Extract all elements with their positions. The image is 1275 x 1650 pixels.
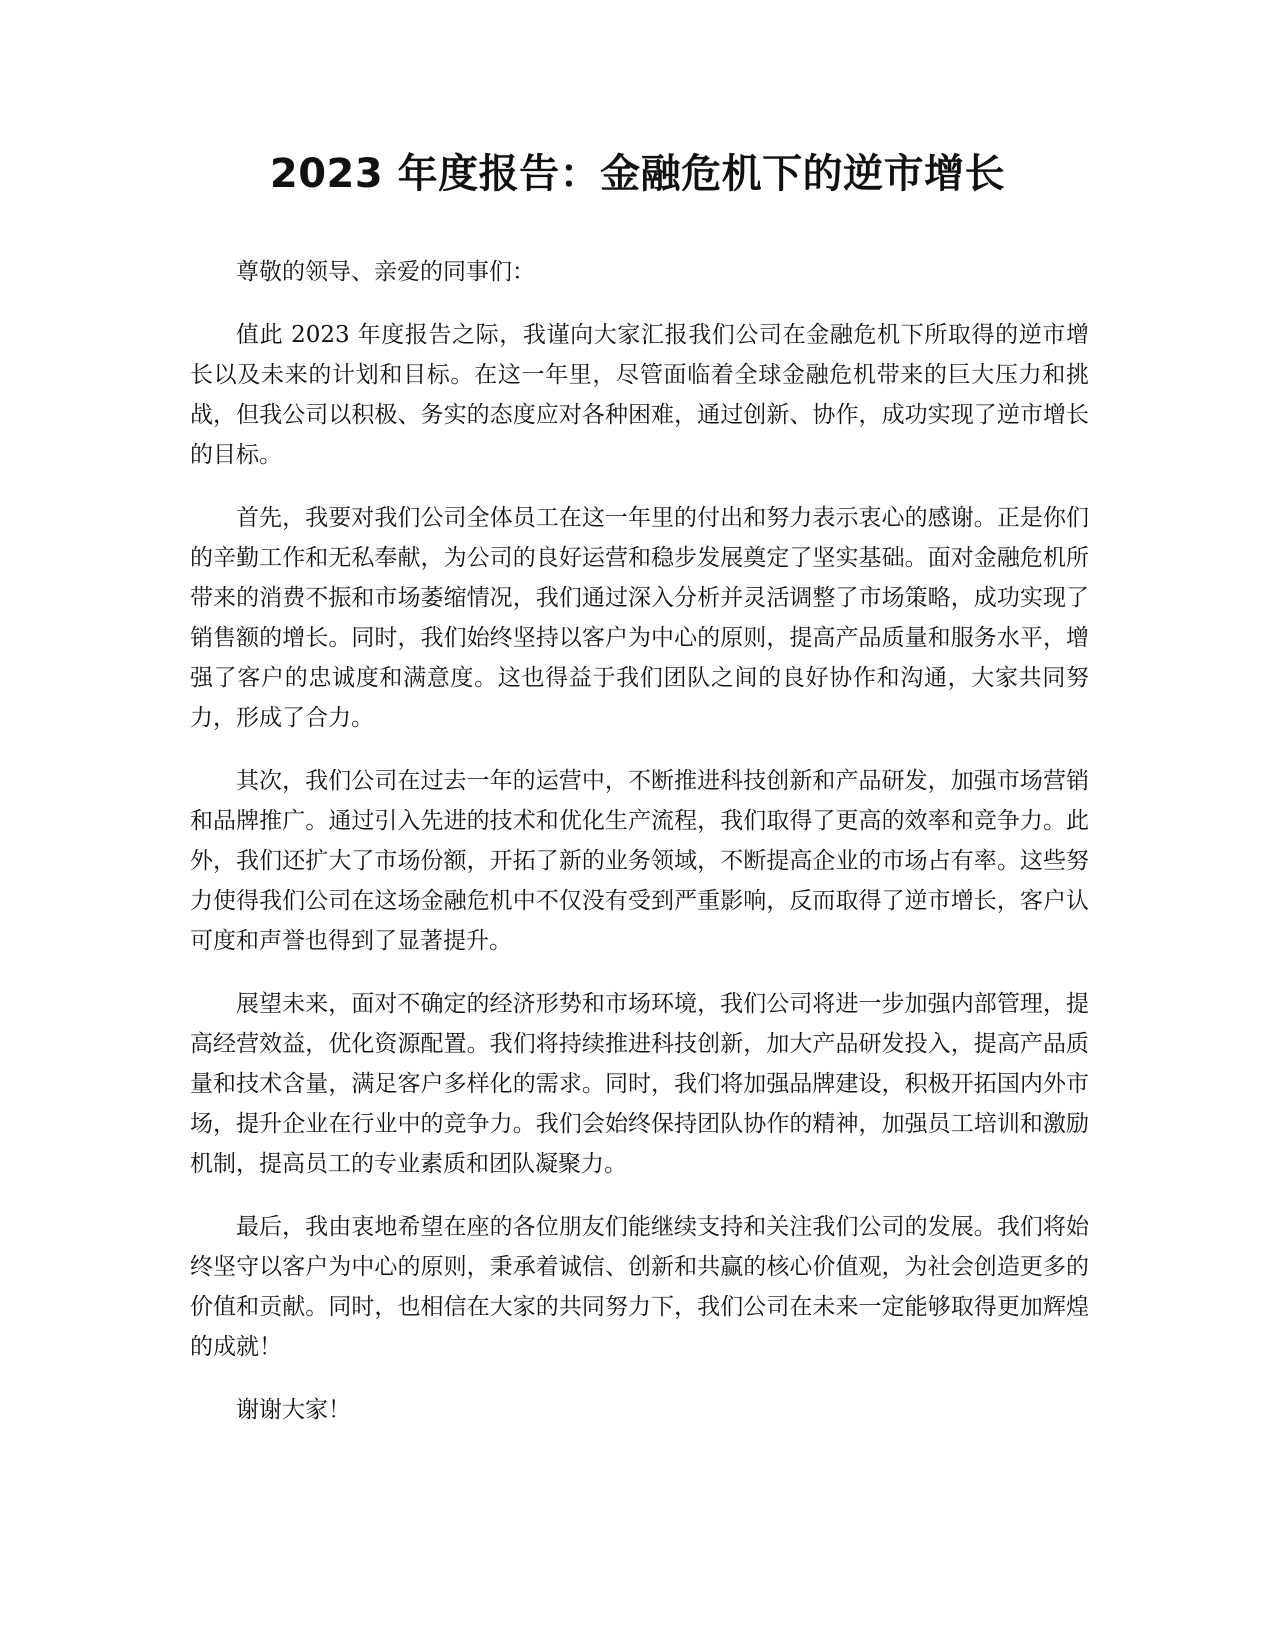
document-title: 2023 年度报告：金融危机下的逆市增长 <box>269 151 1006 197</box>
paragraph-intro: 值此 2023 年度报告之际，我谨向大家汇报我们公司在金融危机下所取得的逆市增长以及未来的计划和目标。在这一年里，尽管面临着全球金融危机带来的巨大压力和挑战，但我公司以积极、务实的态度应对各种困难，通过创新、协作，成功实现了逆市增长的目标。 <box>190 322 1089 468</box>
paragraph-innovation: 其次，我们公司在过去一年的运营中，不断推进科技创新和产品研发，加强市场营销和品牌推广。通过引入先进的技术和优化生产流程，我们取得了更高的效率和竞争力。此外，我们还扩大了市场份额，开拓了新的业务领域，不断提高企业的市场占有率。这些努力使得我们公司在这场金融危机中不仅没有受到严重影响，反而取得了逆市增长，客户认可度和声誉也得到了显著提升。 <box>190 768 1089 954</box>
salutation: 尊敬的领导、亲爱的同事们： <box>236 259 535 285</box>
document-body <box>190 252 1089 1453</box>
paragraph-thanks: 首先，我要对我们公司全体员工在这一年里的付出和努力表示衷心的感谢。正是你们的辛勤工作和无私奉献，为公司的良好运营和稳步发展奠定了坚实基础。面对金融危机所带来的消费不振和市场萎缩情况，我们通过深入分析并灵活调整了市场策略，成功实现了销售额的增长。同时，我们始终坚持以客户为中心的原则，提高产品质量和服务水平，增强了客户的忠诚度和满意度。这也得益于我们团队之间的良好协作和沟通，大家共同努力，形成了合力。 <box>190 505 1089 731</box>
paragraph-conclusion: 最后，我由衷地希望在座的各位朋友们能继续支持和关注我们公司的发展。我们将始终坚守以客户为中心的原则，秉承着诚信、创新和共赢的核心价值观，为社会创造更多的价值和贡献。同时，也相信在大家的共同努力下，我们公司在未来一定能够取得更加辉煌的成就！ <box>190 1214 1089 1360</box>
closing: 谢谢大家！ <box>236 1397 351 1423</box>
paragraph-outlook: 展望未来，面对不确定的经济形势和市场环境，我们公司将进一步加强内部管理，提高经营效益，优化资源配置。我们将持续推进科技创新，加大产品研发投入，提高产品质量和技术含量，满足客户多样化的需求。同时，我们将加强品牌建设，积极开拓国内外市场，提升企业在行业中的竞争力。我们会始终保持团队协作的精神，加强员工培训和激励机制，提高员工的专业素质和团队凝聚力。 <box>190 991 1089 1177</box>
